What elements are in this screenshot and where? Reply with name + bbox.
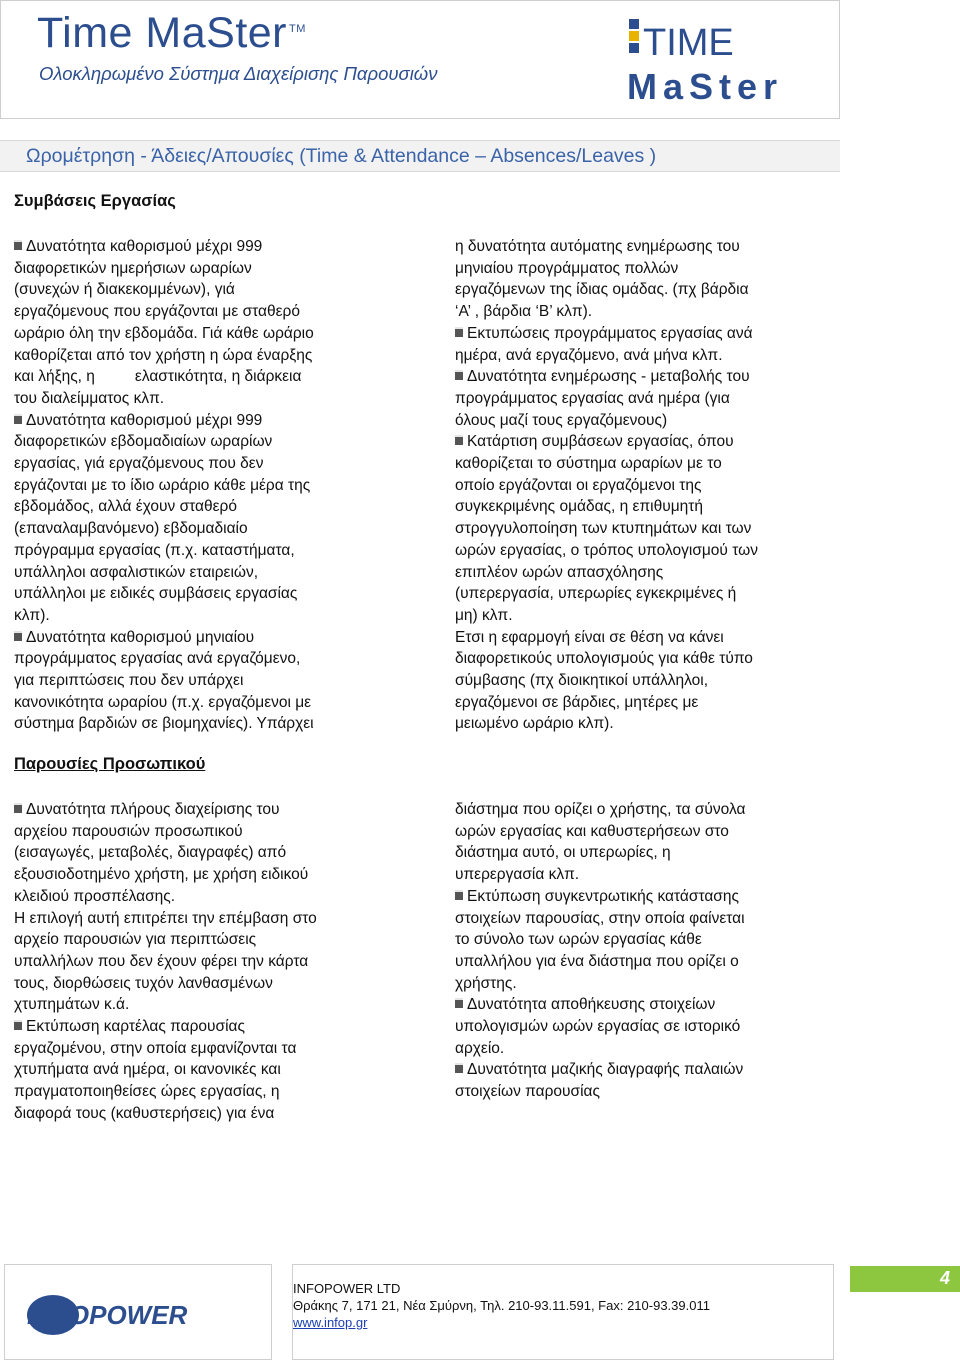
- time-master-logo: [623, 11, 833, 111]
- svg-text:TIME: TIME: [643, 22, 734, 64]
- company-address: Θράκης 7, 171 21, Νέα Σμύρνη, Τηλ. 210-93.11.591, Fax: 210-93.39.011: [293, 1298, 710, 1313]
- bullet-icon: [14, 240, 22, 250]
- bullet-icon: [455, 435, 463, 445]
- section-title-bar: [0, 140, 840, 172]
- company-website-link[interactable]: www.infop.gr: [293, 1315, 368, 1330]
- bullet-icon: [455, 370, 463, 380]
- contracts-heading: Συμβάσεις Εργασίας: [14, 192, 176, 210]
- bullet-icon: [14, 803, 22, 813]
- page-number: 4: [939, 1268, 950, 1288]
- svg-text:MaSter: MaSter: [627, 66, 784, 107]
- footer-logo-box: [4, 1264, 272, 1360]
- contracts-left-column: Δυνατότητα καθορισμού μέχρι 999 διαφορετικών ημερήσιων ωραρίων (συνεχών ή διακεκομμένων), γιά εργαζόμενους που εργάζονται με σταθερό ωράριο όλη την εβδομάδα. Γιά κάθε ωράριο καθορίζεται από τον χρήστη η ώρα έναρξης και λήξης, η ελαστικότητα, η διάρκεια του διαλείμματος κλπ. Δυνατότητα καθορισμού μέχρι 999 διαφορετικών εβδομαδιαίων ωραρίων εργασίας, γιά εργαζόμενους που δεν εργάζονται με το ίδιο ωράριο κάθε μέρα της εβδομάδος, αλλά έχουν σταθερό (επαναλαμβανόμενο) εβδομαδιαίο πρόγραμμα εργασίας (π.χ. καταστήματα, υπάλληλοι ασφαλιστικών εταιρειών, υπάλληλοι με ειδικές συμβάσεις εργασίας κλπ). Δυνατότητα καθορισμού μηνιαίου προγράμματος εργασίας ανά εργαζόμενο, για περιπτώσεις που δεν υπάρχει κανονικότητα ωραρίου (π.χ. εργαζόμενοι με σύστημα βαρδιών σε βιομηχανίες). Υπάρχει: [14, 238, 314, 733]
- brand-subtitle: Ολοκληρωμένο Σύστημα Διαχείρισης Παρουσιών: [39, 63, 438, 84]
- bullet-icon: [14, 414, 22, 424]
- svg-text:INFOPOWER: INFOPOWER: [27, 1300, 188, 1330]
- attendance-right-column: διάστημα που ορίζει ο χρήστης, τα σύνολα ωρών εργασίας και καθυστερήσεων στο διάστημα αυτό, οι υπερωρίες, η υπερεργασία κλπ. Εκτύπωση συγκεντρωτικής κατάστασης στοιχείων παρουσίας, στην οποία φαίνεται το σύνολο των ωρών εργασίας κάθε υπαλλήλου για ένα διάστημα που ορίζει ο χρήστης. Δυνατότητα αποθήκευσης στοιχείων υπολογισμών ωρών εργασίας σε ιστορικό αρχείο. Δυνατότητα μαζικής διαγραφής παλαιών στοιχείων παρουσίας: [455, 801, 746, 1101]
- bullet-icon: [14, 631, 22, 641]
- contracts-right-column: η δυνατότητα αυτόματης ενημέρωσης του μηνιαίου προγράμματος πολλών εργαζόμενων της ίδιας ομάδας. (πχ βάρδια ‘Α’ , βάρδια ‘Β’ κλπ). Εκτυπώσεις προγράμματος εργασίας ανά ημέρα, ανά εργαζόμενο, ανά μήνα κλπ. Δυνατότητα ενημέρωσης - μεταβολής του προγράμματος εργασίας ανά ημέρα (για όλους μαζί τους εργαζόμενους) Κατάρτιση συμβάσεων εργασίας, όπου καθορίζεται το σύστημα ωραρίων με το οποίο εργάζονται οι εργαζόμενοι της συγκεκριμένης ομάδας, η επιθυμητή στρογγυλοποίηση των κτυπημάτων και των ωρών εργασίας, ο τρόπος υπολογισμού των επιπλέον ωρών απασχόλησης (υπερεργασία, υπερωρίες εγκεκριμένες ή μη) κλπ. Ετσι η εφαρμογή είναι σε θέση να κάνει διαφορετικούς υπολογισμούς για κάθε τύπο σύμβασης (πχ διοικητικοί υπάλληλοι, εργαζόμενοι σε βάρδιες, μητέρες με μειωμένο ωράριο κλπ).: [455, 238, 758, 733]
- attendance-heading: Παρουσίες Προσωπικού: [14, 755, 206, 773]
- bullet-icon: [455, 327, 463, 337]
- attendance-left-column: Δυνατότητα πλήρους διαχείρισης του αρχείου παρουσιών προσωπικού (εισαγωγές, μεταβολές, διαγραφές) από εξουσιοδοτημένο χρήστη, με χρήση ειδικού κλειδιού προσπέλασης. Η επιλογή αυτή επιτρέπει την επέμβαση στο αρχείο παρουσιών για περιπτώσεις υπαλλήλων που δεν έχουν φέρει την κάρτα τους, διορθώσεις τυχόν λανθασμένων χτυπημάτων κ.ά. Εκτύπωση καρτέλας παρουσίας εργαζομένου, στην οποία εμφανίζονται τα χτυπήματα ανά ημέρα, οι κανονικές και πραγματοποιηθείσες ώρες εργασίας, η διαφορά τους (καθυστερήσεις) για ένα: [14, 801, 317, 1122]
- bullet-icon: [455, 890, 463, 900]
- company-name: INFOPOWER LTD: [293, 1281, 401, 1296]
- bullet-icon: [14, 1020, 22, 1030]
- page-number-bar: [850, 1266, 960, 1292]
- infopower-logo: [5, 1265, 271, 1359]
- footer-company-info: [292, 1264, 834, 1360]
- bullet-icon: [455, 1063, 463, 1073]
- section-title: Ωρομέτρηση - Άδειες/Απουσίες (Time & Attendance – Absences/Leaves ): [26, 145, 657, 167]
- document-header: [0, 0, 840, 119]
- bullet-icon: [455, 998, 463, 1008]
- brand-title: Time MaSter ™: [37, 9, 306, 57]
